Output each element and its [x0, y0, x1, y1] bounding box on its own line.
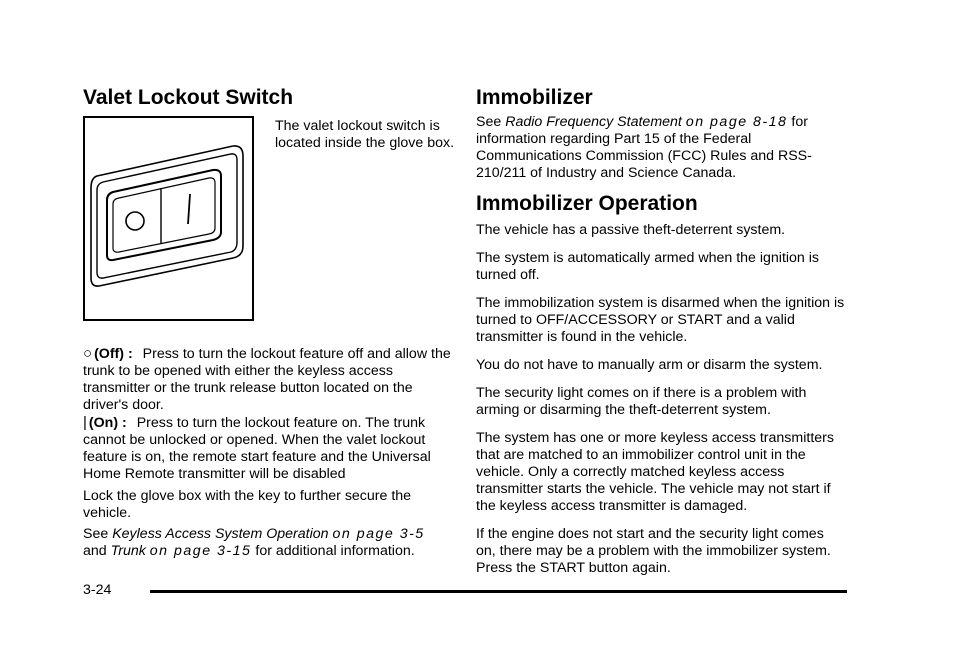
footer-rule [150, 590, 847, 593]
lock-glove-box-text: Lock the glove box with the key to further secure the vehicle. [83, 488, 412, 521]
off-description [83, 345, 453, 414]
see-prefix: See [83, 526, 109, 542]
off-circle-icon: ○ [83, 345, 93, 362]
paragraph: The vehicle has a passive theft-deterrent system. [476, 222, 786, 238]
valet-switch-illustration [83, 116, 254, 321]
see-suffix: for additional information. [255, 543, 415, 559]
see-also-right [476, 114, 846, 182]
ref-trunk-page[interactable]: on page 3-15 [149, 543, 252, 559]
page-number: 3-24 [83, 582, 112, 598]
figure-caption: The valet lockout switch is located inside the glove box. [275, 118, 455, 151]
see-prefix-right: See [476, 114, 502, 130]
paragraph: You do not have to manually arm or disarm the system. [476, 357, 823, 373]
paragraph: The security light comes on if there is a problem with arming or disarming the theft-deterrent system. [476, 385, 807, 418]
section-heading-valet-lockout: Valet Lockout Switch [83, 86, 294, 109]
ref-radio-frequency-page[interactable]: on page 8-18 [685, 114, 788, 130]
ref-radio-frequency-link[interactable]: Radio Frequency Statement [505, 114, 682, 130]
ref-keyless-access-page[interactable]: on page 3-5 [332, 526, 425, 542]
immobilizer-paragraphs [476, 222, 846, 588]
paragraph: The immobilization system is disarmed when the ignition is turned to OFF/ACCESSORY or START and a valid transmitter is found in the vehicle. [476, 295, 845, 345]
section-heading-immobilizer: Immobilizer [476, 86, 593, 109]
on-bar-icon: | [83, 414, 87, 431]
ref-keyless-access-link[interactable]: Keyless Access System Operation [112, 526, 329, 542]
rocker-switch-icon [85, 118, 256, 323]
see-and: and [83, 543, 107, 559]
off-text: Press to turn the lockout feature off and allow the trunk to be opened with either the keyless access transmitter or the trunk release button located on the driver's door. [83, 346, 451, 413]
see-also-left [83, 526, 453, 560]
paragraph: The system is automatically armed when the ignition is turned off. [476, 250, 820, 283]
paragraph: The system has one or more keyless access transmitters that are matched to an immobilizer control unit in the vehicle. Only a correctly matched keyless access transmitter starts the vehicle. The vehicle may not start if the keyless access transmitter is damaged. [476, 430, 834, 514]
section-heading-immobilizer-operation: Immobilizer Operation [476, 192, 698, 215]
on-text: Press to turn the lockout feature on. The trunk cannot be unlocked or opened. When the valet lockout feature is on, the remote start feature and the Universal Home Remote transmitter will be disabled [83, 415, 431, 482]
ref-trunk-link[interactable]: Trunk [110, 543, 146, 559]
on-description [83, 414, 453, 483]
on-term: (On) : [88, 415, 127, 431]
off-term: (Off) : [94, 346, 133, 362]
see-suffix-right: for information regarding Part 15 of the Federal Communications Commission (FCC) Rules and RSS-210/211 of Industry and Science Canada. [476, 114, 812, 181]
paragraph: If the engine does not start and the security light comes on, there may be a problem with the immobilizer system. Press the START button again. [476, 526, 831, 576]
